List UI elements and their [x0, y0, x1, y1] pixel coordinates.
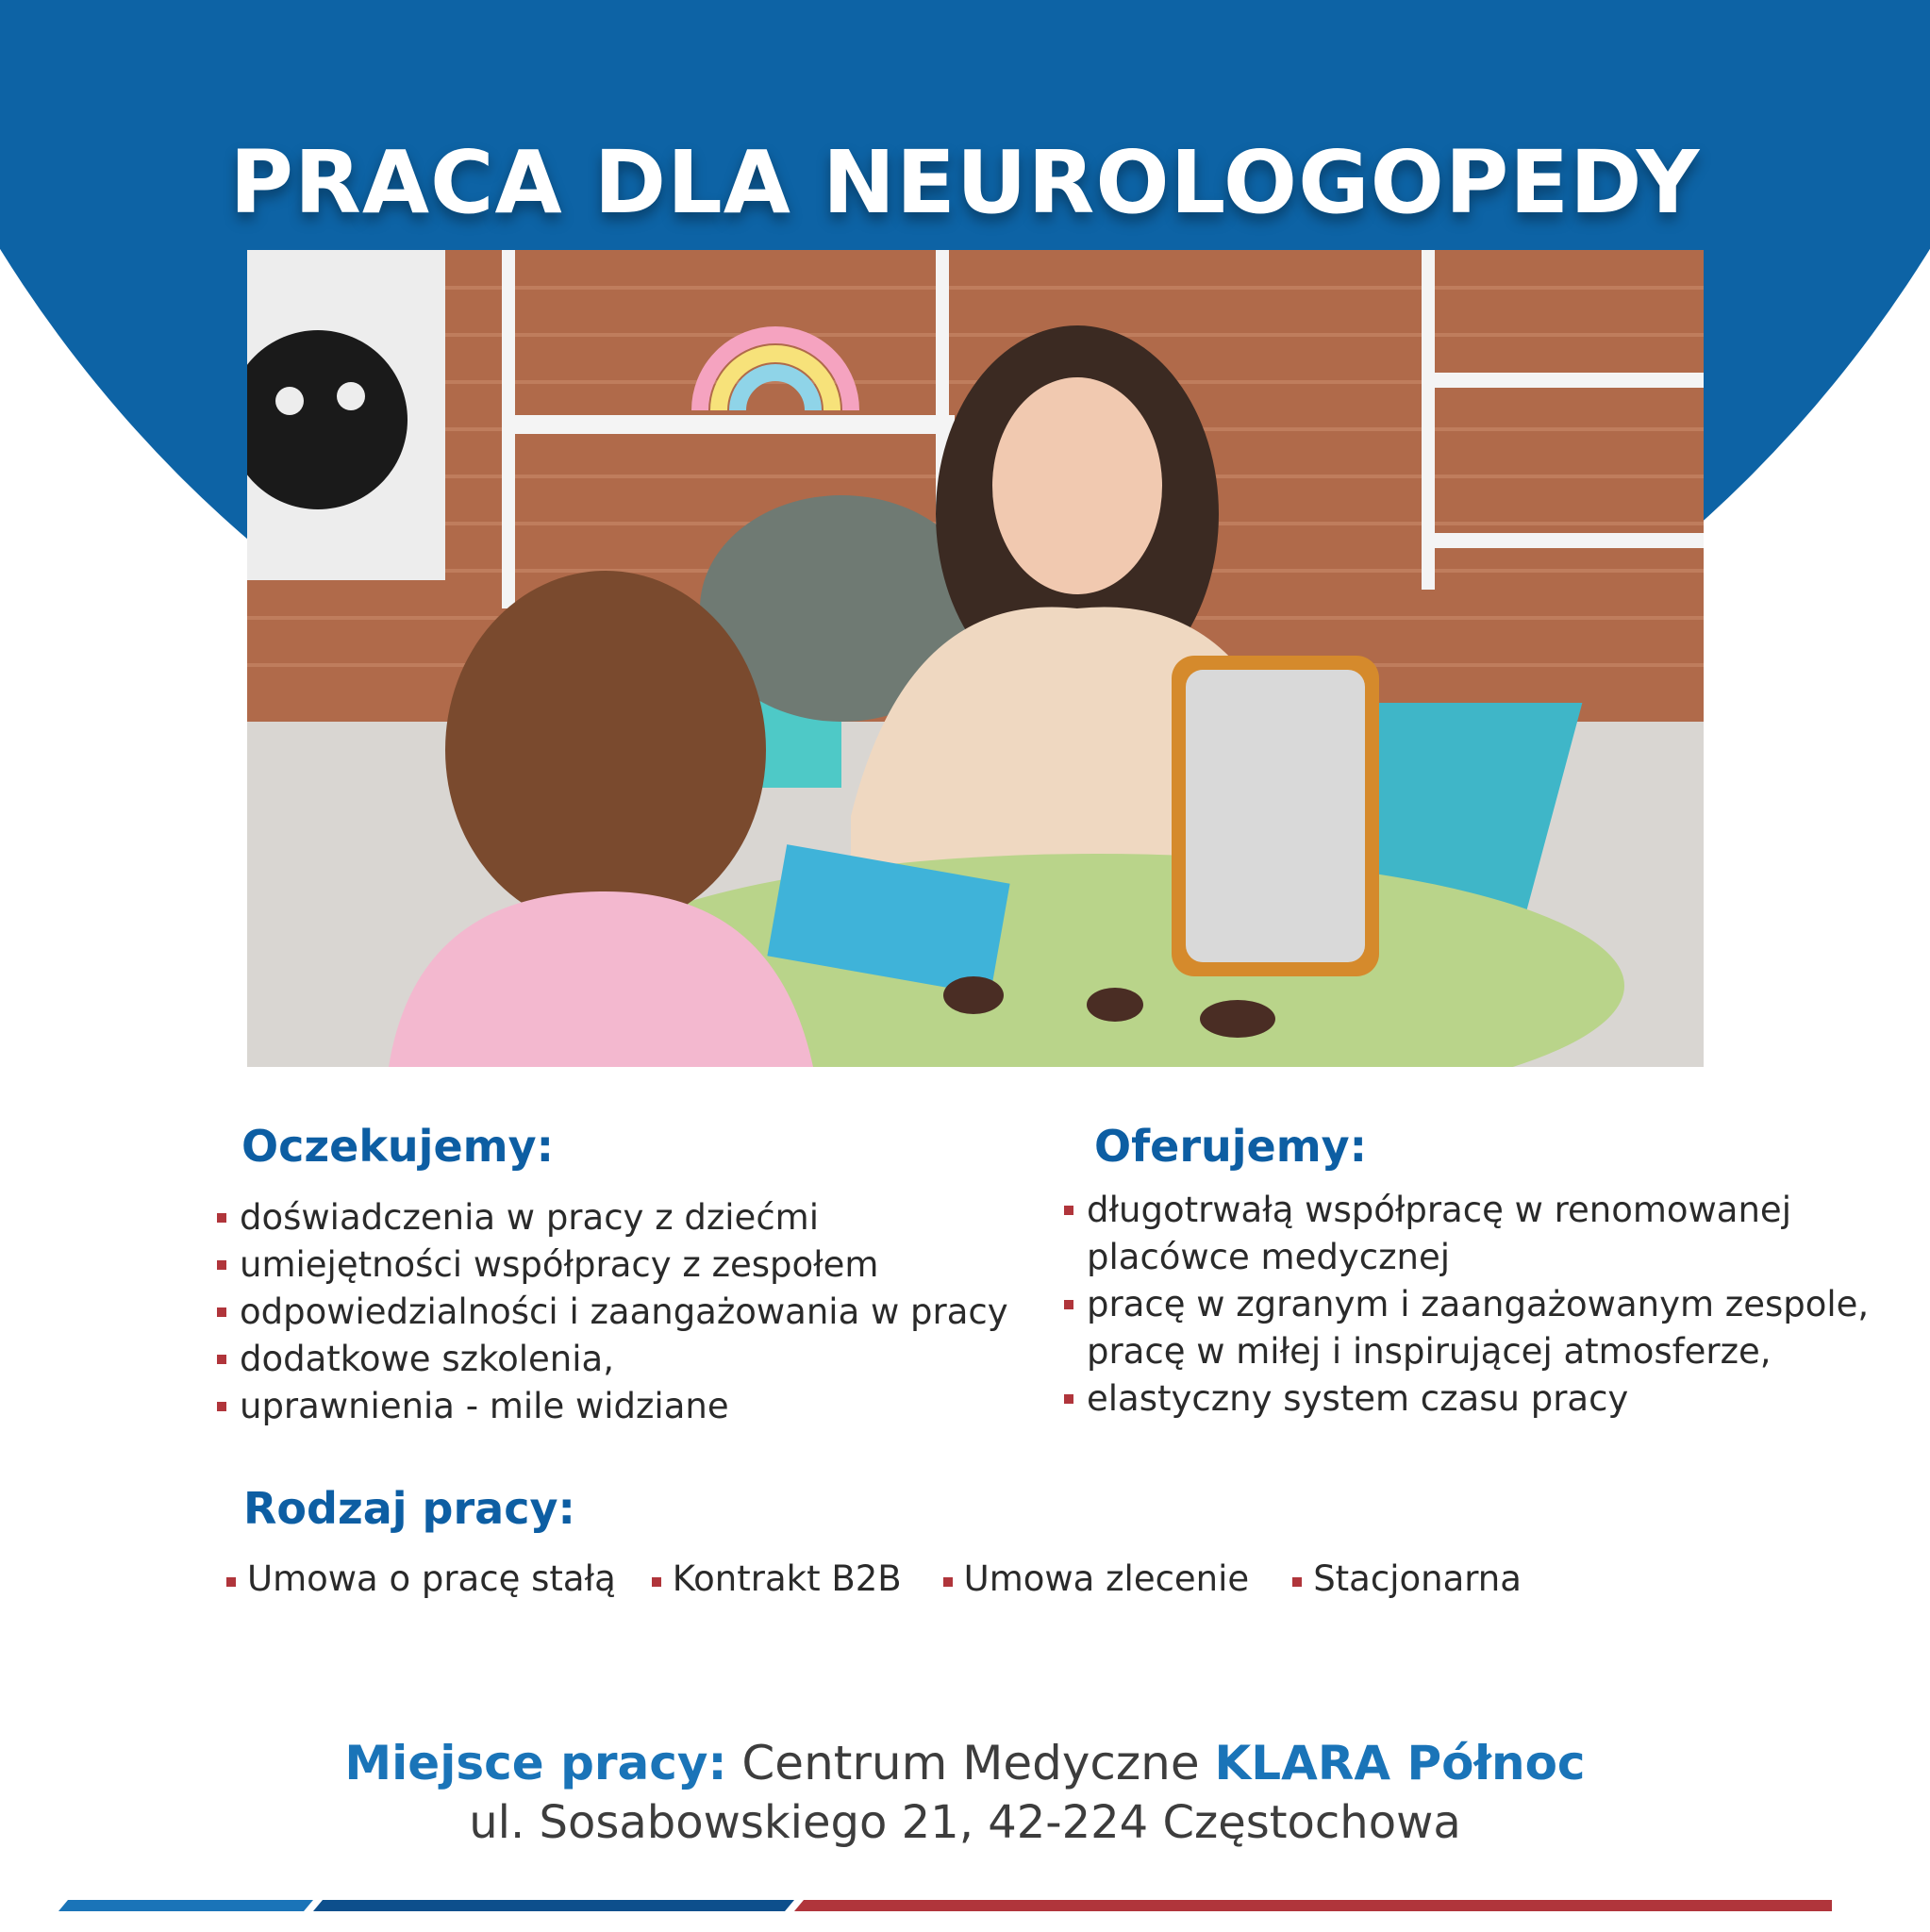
workplace-line	[0, 1736, 1930, 1790]
expect-list	[217, 1194, 1047, 1430]
stripe-light-blue	[58, 1900, 313, 1911]
bullet-icon	[1064, 1394, 1073, 1404]
work-type-item	[652, 1558, 902, 1599]
offer-heading: Oferujemy:	[1094, 1121, 1368, 1172]
list-item-text: umiejętności współpracy z zespołem	[240, 1244, 879, 1285]
footer-stripes	[0, 1896, 1930, 1915]
list-item-text: długotrwałą współpracę w renomowanej placówce medycznej	[1087, 1190, 1791, 1277]
workplace-address: ul. Sosabowskiego 21, 42-224 Częstochowa	[469, 1796, 1461, 1849]
workplace-brand: KLARA Północ	[1214, 1736, 1586, 1790]
bullet-icon	[652, 1577, 661, 1587]
list-item	[217, 1289, 1047, 1336]
list-item	[217, 1336, 1047, 1383]
list-item	[217, 1383, 1047, 1430]
bullet-icon	[217, 1402, 226, 1411]
work-type-text: Umowa zlecenie	[963, 1558, 1250, 1599]
page-title: PRACA DLA NEUROLOGOPEDY	[229, 132, 1701, 233]
work-type-item	[226, 1558, 616, 1599]
list-item-text: pracę w zgranym i zaangażowanym zespole, pracę w miłej i inspirującej atmosferze,	[1087, 1284, 1870, 1372]
work-type-item	[943, 1558, 1250, 1599]
list-item-text: dodatkowe szkolenia,	[240, 1339, 614, 1379]
bullet-icon	[217, 1213, 226, 1223]
list-item-text: odpowiedzialności i zaangażowania w pracy	[240, 1291, 1008, 1332]
bullet-icon	[943, 1577, 953, 1587]
bullet-icon	[1292, 1577, 1302, 1587]
stripe-red	[794, 1900, 1832, 1911]
bullet-icon	[217, 1307, 226, 1317]
photo-illustration	[247, 250, 1704, 1067]
list-item	[1064, 1375, 1894, 1423]
bullet-icon	[1064, 1206, 1073, 1215]
work-type-list	[226, 1558, 1522, 1599]
work-type-item	[1292, 1558, 1522, 1599]
bullet-icon	[226, 1577, 236, 1587]
work-type-text: Umowa o pracę stałą	[247, 1558, 616, 1599]
list-item	[1064, 1281, 1894, 1375]
list-item	[217, 1241, 1047, 1289]
bullet-icon	[1064, 1300, 1073, 1309]
bullet-icon	[217, 1355, 226, 1364]
hero-photo	[247, 250, 1704, 1067]
expect-heading: Oczekujemy:	[241, 1121, 554, 1172]
list-item-text: uprawnienia - mile widziane	[240, 1386, 729, 1426]
workplace-name: Centrum Medyczne	[741, 1736, 1200, 1790]
list-item	[217, 1194, 1047, 1241]
list-item-text: elastyczny system czasu pracy	[1087, 1378, 1629, 1419]
list-item	[1064, 1187, 1894, 1281]
bullet-icon	[217, 1260, 226, 1270]
work-type-text: Stacjonarna	[1313, 1558, 1522, 1599]
work-type-heading: Rodzaj pracy:	[243, 1483, 575, 1534]
offer-list	[1064, 1187, 1894, 1423]
stripe-dark-blue	[313, 1900, 794, 1911]
work-type-text: Kontrakt B2B	[672, 1558, 902, 1599]
workplace-label: Miejsce pracy:	[344, 1736, 727, 1790]
list-item-text: doświadczenia w pracy z dziećmi	[240, 1197, 819, 1238]
